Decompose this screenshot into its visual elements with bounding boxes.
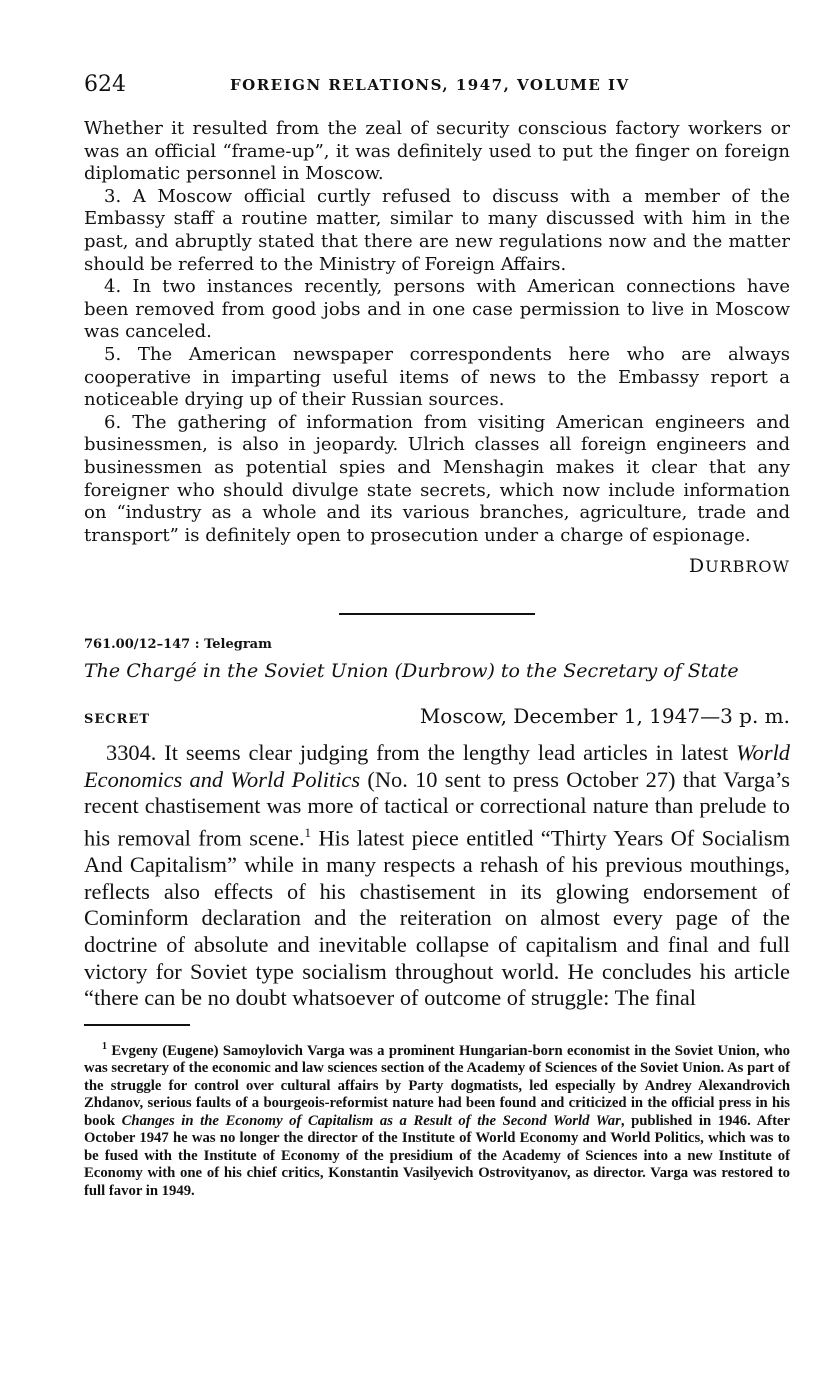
running-head: FOREIGN RELATIONS, 1947, VOLUME IV	[230, 76, 630, 94]
signature-initial: D	[688, 555, 706, 578]
paragraph: 3. A Moscow official curtly refused to discuss with a member of the Embassy staff a routine matter, similar to many discussed with him in the past, and abruptly stated that there are new regulations now and the matter should be referred to the Ministry of Foreign Affairs.	[84, 185, 790, 275]
paragraph: Whether it resulted from the zeal of security conscious factory workers or was an official “frame-up”, it was definitely used to put the finger on foreign diplomatic personnel in Moscow.	[84, 118, 790, 185]
paragraph	[84, 740, 790, 1011]
footnote-text: , published in 1946. After October 1947 he was no longer the director of the Institute of World Economy and World Politics, which was to be fused with the Institute of Economy of the presidium of the Academy of Sciences into a new Institute of Economy with one of his chief critics, Konstantin Vasilyevich Ostrovityanov, as director. Varga was restored to full favor in 1949.	[84, 1112, 790, 1199]
classification-label: SECRET	[84, 712, 151, 728]
page-number: 624	[84, 72, 126, 97]
footnote-marker: 1	[102, 1040, 107, 1052]
footnote-divider	[84, 1024, 190, 1026]
body-text: 3304. It seems clear judging from the lengthy lead articles in latest	[106, 740, 737, 766]
footnote-text: Evgeny (Eugene) Samoylovich Varga was a prominent Hungarian-born economist in the Soviet Union, who was secretary of the economic and law sciences section of the Academy of Sciences of the Soviet Union. As part of the struggle for control over cultural affairs by Party dogmatists, led especially by Andrey Alexandrovich Zhdanov, serious faults of a bourgeois-reformist nature had been found and criticized in the official press in his book	[84, 1042, 790, 1129]
body-text: His latest piece entitled “Thirty Years Of Socialism And Capitalism” while in many respects a rehash of his previous mouthings, reflects also effects of his chastisement in its glowing endorsement of Cominform declaration and the reiteration on almost every page of the doctrine of absolute and inevitable collapse of capitalism and final and full victory for Soviet type socialism throughout world. He concludes his article “there can be no doubt whatsoever of outcome of struggle: The final	[84, 825, 790, 1011]
document-page	[84, 70, 790, 1200]
footnote	[84, 1038, 790, 1200]
signature	[84, 555, 790, 577]
paragraph: 4. In two instances recently, persons with American connections have been removed from good jobs and in one case permission to live in Moscow was canceled.	[84, 276, 790, 343]
section-divider	[339, 613, 535, 615]
dateline	[84, 704, 790, 734]
paragraph: 5. The American newspaper correspondents here who are always cooperative in imparting useful items of news to the Embassy report a noticeable drying up of their Russian sources.	[84, 343, 790, 411]
book-title: Changes in the Economy of Capitalism as a Result of the Second World War	[121, 1112, 621, 1129]
page-header	[84, 70, 790, 102]
body-text: (No. 10 sent to press October 27) that Varga’s recent chastisement was more of tactical or correctional nature than prelude to his removal from scene.	[84, 766, 790, 851]
footnote-paragraph	[84, 1038, 790, 1200]
document-title: The Chargé in the Soviet Union (Durbrow) to the Secretary of State	[84, 660, 739, 683]
signature-rest: URBROW	[705, 557, 790, 577]
journal-title: World Economics and World Politics	[84, 740, 790, 792]
paragraph: 6. The gathering of information from visiting American engineers and businessmen, is also in jeopardy. Ulrich classes all foreign engineers and businessmen as potential spies and Menshagin makes it clear that any foreigner who should divulge state secrets, which now include information on “industry as a whole and its various branches, agriculture, trade and transport” is definitely open to prosecution under a charge of espionage.	[84, 411, 790, 546]
telegram-body	[84, 740, 790, 1011]
file-reference: 761.00/12–147 : Telegram	[84, 637, 272, 653]
footnote-reference[interactable]: 1	[304, 825, 312, 841]
previous-document-body	[84, 118, 790, 547]
place-and-date: Moscow, December 1, 1947—3 p. m.	[419, 704, 790, 729]
